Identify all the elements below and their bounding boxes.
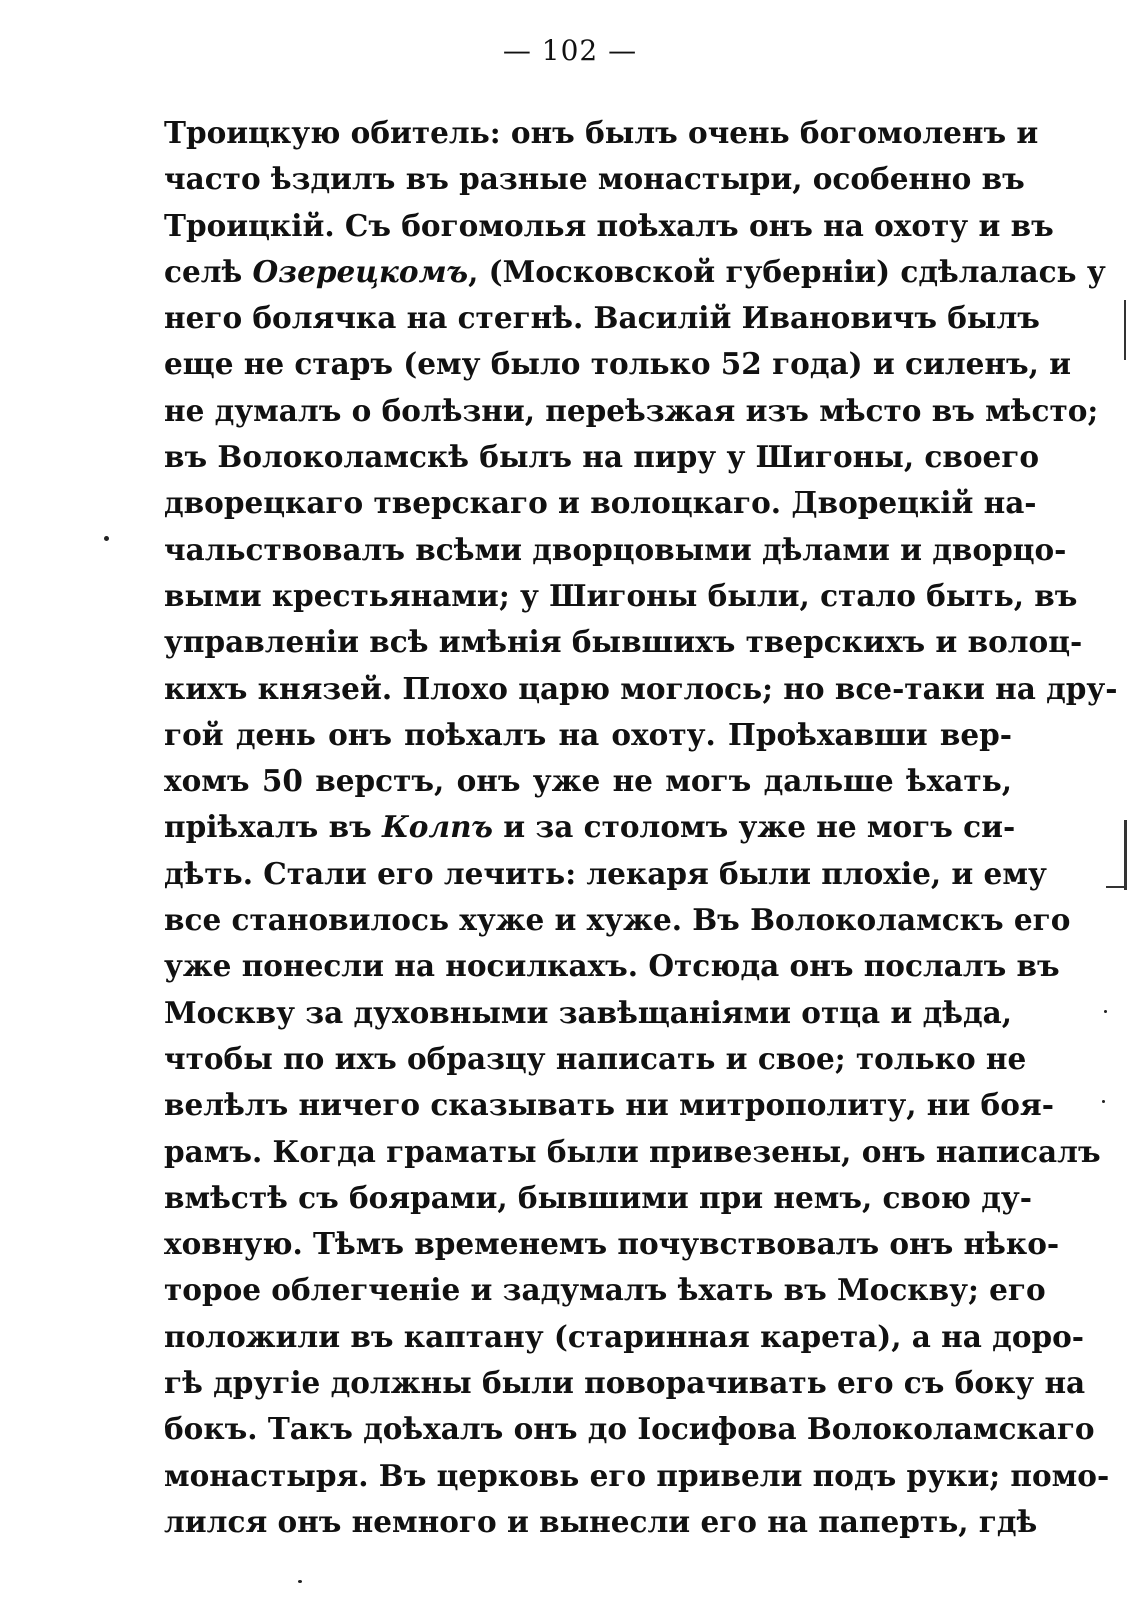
text-line: торое облегченіе и задумалъ ѣхать въ Москву; его: [164, 1272, 1046, 1308]
scan-speck: [104, 536, 109, 541]
text-line: гѣ другіе должны были поворачивать его съ боку на: [164, 1365, 1086, 1401]
text-line: чальствовалъ всѣми дворцовыми дѣлами и дворцо-: [164, 531, 1067, 567]
text-line: еще не старъ (ему было только 52 года) и силенъ, и: [164, 346, 1072, 382]
text-line: дворецкаго тверскаго и волоцкаго. Дворецкій на-: [164, 485, 1037, 521]
text-line: вмѣстѣ съ боярами, бывшими при немъ, свою ду-: [164, 1179, 1032, 1215]
text-line: дѣть. Стали его лечить: лекаря были плохіе, и ему: [164, 855, 1047, 891]
text-line: Троицкую обитель: онъ былъ очень богомоленъ и: [164, 115, 1039, 150]
binding-edge-mark: [1124, 820, 1127, 890]
scan-speck: [1102, 1100, 1105, 1103]
text-line: все становилось хуже и хуже. Въ Волоколамскъ его: [164, 902, 1071, 938]
text-line: выми крестьянами; у Шигоны были, стало быть, въ: [164, 577, 1078, 613]
text-line: не думалъ о болѣзни, переѣзжая изъ мѣсто въ мѣсто;: [164, 392, 1099, 428]
scan-speck: [1104, 1010, 1107, 1013]
text-line: Москву за духовными завѣщаніями отца и дѣда,: [164, 994, 1013, 1030]
text-line: селѣ Озерецкомъ, (Московской губерніи) сдѣлалась у: [164, 253, 1106, 289]
text-line: бокъ. Такъ доѣхалъ онъ до Іосифова Волоколамскаго: [164, 1411, 1095, 1447]
text-line: Троицкій. Съ богомолья поѣхалъ онъ на охоту и въ: [164, 207, 1054, 243]
italic-place-name: Колпъ: [381, 809, 493, 845]
text-line: лился онъ немного и вынесли его на паперть, гдѣ: [164, 1503, 1038, 1539]
binding-edge-mark: [1124, 300, 1126, 360]
text-line: часто ѣздилъ въ разные монастыри, особенно въ: [164, 161, 1025, 197]
page-number: — 102 —: [502, 34, 638, 67]
text-line: чтобы по ихъ образцу написать и свое; только не: [164, 1040, 1027, 1076]
text-line: кихъ князей. Плохо царю моглось; но все-таки на дру-: [164, 670, 1118, 706]
text-line: управленіи всѣ имѣнія бывшихъ тверскихъ и волоц-: [164, 624, 1083, 660]
text-line: велѣлъ ничего сказывать ни митрополиту, ни боя-: [164, 1087, 1054, 1123]
text-line: хомъ 50 верстъ, онъ уже не могъ дальше ѣхать,: [164, 763, 1012, 799]
text-line: монастыря. Въ церковь его привели подъ руки; помо-: [164, 1457, 1110, 1493]
text-line: него болячка на стегнѣ. Василій Ивановичъ былъ: [164, 300, 1040, 336]
body-text: [164, 110, 1118, 1545]
text-line: положили въ каптану (старинная карета), а на доро-: [164, 1318, 1085, 1354]
text-line: пріѣхалъ въ Колпъ и за столомъ уже не могъ си-: [164, 809, 1016, 845]
binding-edge-mark: [1106, 886, 1126, 888]
scan-speck: [298, 1580, 302, 1583]
text-line: уже понесли на носилкахъ. Отсюда онъ послалъ въ: [164, 948, 1060, 984]
text-line: гой день онъ поѣхалъ на охоту. Проѣхавши вер-: [164, 716, 1012, 752]
text-line: ховную. Тѣмъ временемъ почувствовалъ онъ нѣко-: [164, 1226, 1060, 1262]
text-line: рамъ. Когда граматы были привезены, онъ написалъ: [164, 1133, 1101, 1169]
italic-place-name: Озерецкомъ: [252, 253, 469, 289]
text-line: въ Волоколамскѣ былъ на пиру у Шигоны, своего: [164, 439, 1040, 475]
